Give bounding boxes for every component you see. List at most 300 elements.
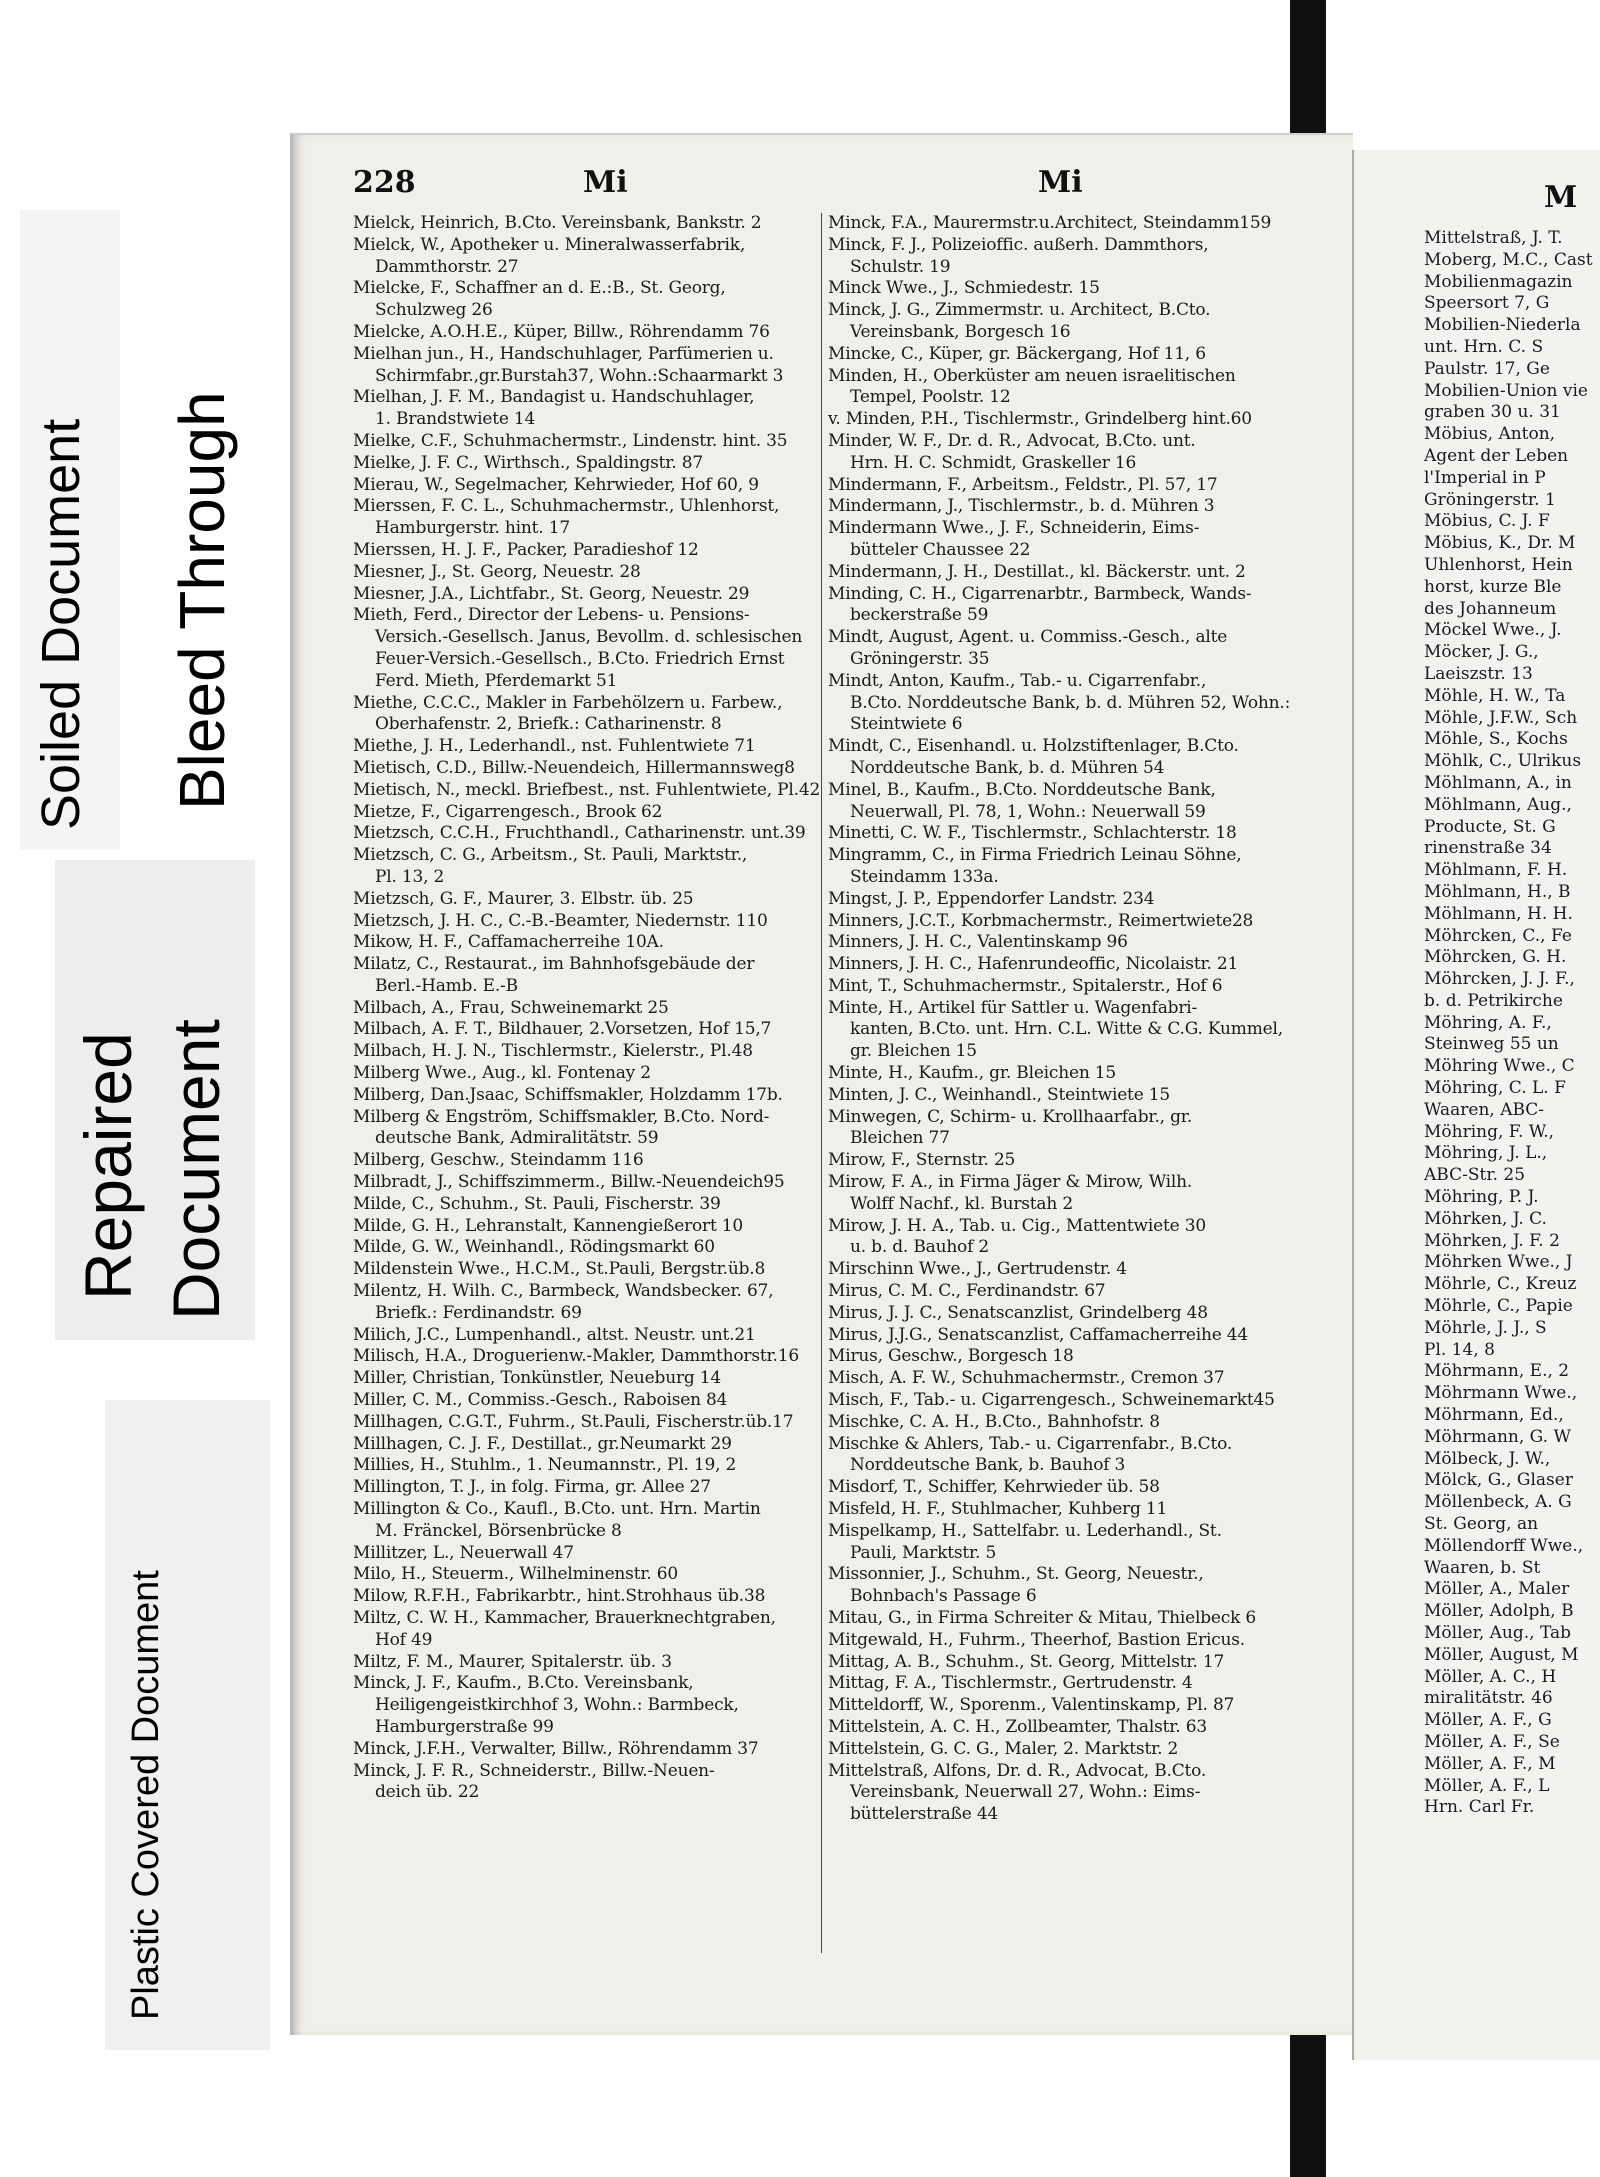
directory-entry xyxy=(353,889,823,911)
directory-entry xyxy=(828,976,1298,998)
directory-entry-partial: Möller, A. F., Se xyxy=(1424,1731,1560,1752)
directory-entry xyxy=(353,1194,823,1216)
directory-entry xyxy=(353,911,823,933)
entry-text: Minetti, C. W. F., Tischlermstr., Schlachterstr. 18 xyxy=(828,823,1237,844)
directory-entry xyxy=(353,1608,823,1652)
directory-entry xyxy=(828,1172,1298,1216)
entry-text: Mielhan, J. F. M., Bandagist u. Handschuhlager, xyxy=(353,387,755,408)
entry-continuation: beckerstraße 59 xyxy=(850,605,989,626)
entry-text: Minck, J. F., Kaufm., B.Cto. Vereinsbank, xyxy=(353,1673,694,1694)
entry-text: Millington, T. J., in folg. Firma, gr. Allee 27 xyxy=(353,1477,711,1498)
entry-text: Mirow, F., Sternstr. 25 xyxy=(828,1150,1016,1171)
directory-entry-partial: Möhlmann, H. H. xyxy=(1424,903,1573,924)
directory-entry-partial: Möhrmann, G. W xyxy=(1424,1426,1571,1447)
directory-entry xyxy=(353,1586,823,1608)
entry-text: Mietisch, N., meckl. Briefbest., nst. Fuhlentwiete, Pl.42 xyxy=(353,779,821,800)
directory-entry xyxy=(828,1281,1298,1303)
directory-entry xyxy=(353,1216,823,1238)
directory-entry-partial: rinenstraße 34 xyxy=(1424,838,1552,859)
directory-entry xyxy=(828,911,1298,933)
entry-text: Milatz, C., Restaurat., im Bahnhofsgebäude der xyxy=(353,954,755,975)
directory-entry xyxy=(353,1019,823,1041)
directory-entry-partial: Möhlmann, A., in xyxy=(1424,772,1572,793)
entry-text: Milde, G. W., Weinhandl., Rödingsmarkt 60 xyxy=(353,1237,715,1258)
directory-entry-partial: graben 30 u. 31 xyxy=(1424,402,1561,423)
entry-text: Milberg Wwe., Aug., kl. Fontenay 2 xyxy=(353,1063,651,1084)
entry-text: Milbach, H. J. N., Tischlermstr., Kielerstr., Pl.48 xyxy=(353,1041,753,1062)
directory-entry xyxy=(828,1761,1298,1826)
entry-text: Mischke, C. A. H., B.Cto., Bahnhofstr. 8 xyxy=(828,1411,1160,1432)
directory-entry xyxy=(828,1499,1298,1521)
directory-entry xyxy=(828,475,1298,497)
entry-continuation: Oberhafenstr. 2, Briefk.: Catharinenstr. 8 xyxy=(375,714,722,735)
directory-entry-partial: Producte, St. G xyxy=(1424,816,1556,837)
directory-entry xyxy=(828,1085,1298,1107)
entry-text: Milo, H., Steuerm., Wilhelminenstr. 60 xyxy=(353,1564,679,1585)
directory-entry xyxy=(353,736,823,758)
directory-entry-partial: Mobilien-Union vie xyxy=(1424,380,1588,401)
entry-continuation: Versich.-Gesellsch. Janus, Bevollm. d. schlesischen Feuer-Versich.-Gesellsch., B.Cto. Friedrich Ernst Ferd. Mieth, Pferdemarkt 51 xyxy=(375,627,803,691)
entry-text: Misdorf, T., Schiffer, Kehrwieder üb. 58 xyxy=(828,1477,1160,1498)
directory-entry xyxy=(353,1673,823,1738)
entry-text: Minners, J. H. C., Valentinskamp 96 xyxy=(828,932,1128,953)
directory-entry-partial: Möhrmann, E., 2 xyxy=(1424,1361,1570,1382)
directory-entry xyxy=(353,1434,823,1456)
directory-entry xyxy=(828,1608,1298,1630)
entry-text: Mittelstein, G. C. G., Maler, 2. Marktstr. 2 xyxy=(828,1738,1179,1759)
entry-continuation: u. b. d. Bauhof 2 xyxy=(850,1237,990,1258)
entry-text: Minners, J.C.T., Korbmachermstr., Reimertwiete28 xyxy=(828,910,1254,931)
entry-text: Mirus, J.J.G., Senatscanzlist, Caffamacherreihe 44 xyxy=(828,1324,1249,1345)
directory-entry xyxy=(828,1063,1298,1085)
entry-text: Mirus, C. M. C., Ferdinandstr. 67 xyxy=(828,1281,1106,1302)
directory-entry xyxy=(353,802,823,824)
entry-continuation: deutsche Bank, Admiralitätstr. 59 xyxy=(375,1128,659,1149)
directory-entry xyxy=(353,1455,823,1477)
entry-continuation: Tempel, Poolstr. 12 xyxy=(850,387,1011,408)
entry-text: Milow, R.F.H., Fabrikarbtr., hint.Strohhaus üb.38 xyxy=(353,1586,766,1607)
directory-entry-partial: l'Imperial in P xyxy=(1424,467,1546,488)
directory-entry-partial: Speersort 7, G xyxy=(1424,293,1550,314)
entry-text: Mietzsch, C. G., Arbeitsm., St. Pauli, Marktstr., xyxy=(353,845,748,866)
entry-continuation: Hamburgerstr. hint. 17 xyxy=(375,518,570,539)
entry-text: Mielcke, A.O.H.E., Küper, Billw., Röhrendamm 76 xyxy=(353,321,770,342)
directory-column-2 xyxy=(828,213,1298,1826)
entry-text: Mirow, J. H. A., Tab. u. Cig., Mattentwiete 30 xyxy=(828,1215,1206,1236)
directory-entry xyxy=(353,213,823,235)
entry-text: Milisch, H.A., Droguerienw.-Makler, Dammthorstr.16 xyxy=(353,1346,799,1367)
entry-text: Mieth, Ferd., Director der Lebens- u. Pensions- xyxy=(353,605,750,626)
entry-text: Misch, A. F. W., Schuhmachermstr., Cremon 37 xyxy=(828,1368,1225,1389)
directory-entry-partial: Möllendorff Wwe., xyxy=(1424,1535,1584,1556)
entry-text: Mirus, J. J. C., Senatscanzlist, Grindelberg 48 xyxy=(828,1302,1208,1323)
directory-entry-partial: Mobilienmagazin xyxy=(1424,271,1573,292)
entry-text: Mittelstraß, Alfons, Dr. d. R., Advocat, B.Cto. xyxy=(828,1760,1207,1781)
directory-entry-partial: Möller, A. F., L xyxy=(1424,1775,1550,1796)
directory-entry xyxy=(353,1150,823,1172)
directory-entry xyxy=(353,1281,823,1325)
directory-entry-partial: Möller, A., Maler xyxy=(1424,1579,1570,1600)
entry-text: Minck, F.A., Maurermstr.u.Architect, Steindamm159 xyxy=(828,213,1272,233)
entry-text: Mitgewald, H., Fuhrm., Theerhof, Bastion Ericus. xyxy=(828,1629,1246,1650)
directory-entry-partial: Möhrcken, C., Fe xyxy=(1424,925,1572,946)
directory-entry-partial: Waaren, b. St xyxy=(1424,1557,1541,1578)
directory-entry xyxy=(828,627,1298,671)
entry-text: Mielcke, F., Schaffner an d. E.:B., St. Georg, xyxy=(353,278,726,299)
label-bleed-through: Bleed Through xyxy=(166,391,238,810)
entry-text: Milbach, A., Frau, Schweinemarkt 25 xyxy=(353,997,669,1018)
directory-entry xyxy=(828,584,1298,628)
directory-entry-partial: Möhrle, C., Papie xyxy=(1424,1296,1573,1317)
directory-entry-partial: Steinweg 55 un xyxy=(1424,1034,1559,1055)
entry-text: Mischke & Ahlers, Tab.- u. Cigarrenfabr., B.Cto. xyxy=(828,1433,1233,1454)
directory-entry xyxy=(828,823,1298,845)
directory-entry xyxy=(353,431,823,453)
entry-text: Miesner, J.A., Lichtfabr., St. Georg, Neuestr. 29 xyxy=(353,583,750,604)
entry-text: Mielke, C.F., Schuhmachermstr., Lindenstr. hint. 35 xyxy=(353,430,788,451)
entry-continuation: Dammthorstr. 27 xyxy=(375,256,519,277)
entry-text: Millington & Co., Kaufl., B.Cto. unt. Hrn. Martin xyxy=(353,1499,761,1520)
directory-entry-partial: Möhring, F. W., xyxy=(1424,1121,1555,1142)
entry-text: Miller, C. M., Commiss.-Gesch., Raboisen 84 xyxy=(353,1390,728,1411)
directory-entry-partial: des Johanneum xyxy=(1424,598,1557,619)
entry-text: Mittelstein, A. C. H., Zollbeamter, Thalstr. 63 xyxy=(828,1716,1207,1737)
entry-text: Milbradt, J., Schiffszimmerm., Billw.-Neuendeich95 xyxy=(353,1172,785,1193)
directory-entry-partial: Möhle, S., Kochs xyxy=(1424,729,1568,750)
directory-entry xyxy=(353,823,823,845)
directory-entry xyxy=(828,1564,1298,1608)
directory-entry xyxy=(828,736,1298,780)
entry-continuation: Berl.-Hamb. E.-B xyxy=(375,975,518,996)
directory-entry-partial: Waaren, ABC- xyxy=(1424,1099,1545,1120)
directory-entry xyxy=(353,693,823,737)
directory-entry xyxy=(353,1368,823,1390)
entry-text: Minden, H., Oberküster am neuen israelitischen xyxy=(828,365,1236,386)
entry-text: Mirus, Geschw., Borgesch 18 xyxy=(828,1346,1074,1367)
entry-text: Mielhan jun., H., Handschuhlager, Parfümerien u. xyxy=(353,343,774,364)
directory-entry xyxy=(828,1325,1298,1347)
directory-entry-partial: Möller, A. C., H xyxy=(1424,1666,1557,1687)
directory-entry xyxy=(353,758,823,780)
directory-entry-partial: Möhrken, J. C. xyxy=(1424,1208,1547,1229)
entry-text: Mindermann Wwe., J. F., Schneiderin, Eims- xyxy=(828,518,1200,539)
entry-continuation: M. Fränckel, Börsenbrücke 8 xyxy=(375,1520,622,1541)
entry-text: Minte, H., Artikel für Sattler u. Wagenfabri- xyxy=(828,997,1198,1018)
entry-text: Millhagen, C.G.T., Fuhrm., St.Pauli, Fischerstr.üb.17 xyxy=(353,1411,794,1432)
directory-entry-partial: ABC-Str. 25 xyxy=(1424,1165,1526,1186)
label-repaired-2: Document xyxy=(159,1019,233,1320)
directory-entry-partial: Möller, August, M xyxy=(1424,1644,1579,1665)
entry-text: Minners, J. H. C., Hafenrundeoffic, Nicolaistr. 21 xyxy=(828,954,1239,975)
directory-entry-partial: Möhrmann, Ed., xyxy=(1424,1405,1564,1426)
entry-text: Miltz, F. M., Maurer, Spitalerstr. üb. 3 xyxy=(353,1651,672,1672)
entry-continuation: Hrn. H. C. Schmidt, Graskeller 16 xyxy=(850,452,1137,473)
directory-entry xyxy=(353,1564,823,1586)
entry-text: Mirschinn Wwe., J., Gertrudenstr. 4 xyxy=(828,1259,1127,1280)
directory-entry xyxy=(353,1543,823,1565)
directory-entry xyxy=(353,235,823,279)
entry-text: Miethe, J. H., Lederhandl., nst. Fuhlentwiete 71 xyxy=(353,736,756,757)
directory-entry-partial: Möhlmann, Aug., xyxy=(1424,794,1572,815)
entry-text: Mietzsch, C.C.H., Fruchthandl., Catharinenstr. unt.39 xyxy=(353,823,806,844)
directory-entry xyxy=(353,1172,823,1194)
directory-entry xyxy=(828,213,1298,235)
entry-text: Mitteldorff, W., Sporenm., Valentinskamp, Pl. 87 xyxy=(828,1695,1235,1716)
entry-text: Minder, W. F., Dr. d. R., Advocat, B.Cto. unt. xyxy=(828,430,1196,451)
entry-continuation: Schirmfabr.,gr.Burstah37, Wohn.:Schaarmarkt 3 xyxy=(375,365,784,386)
directory-entry xyxy=(353,453,823,475)
entry-text: Mindermann, J. H., Destillat., kl. Bäckerstr. unt. 2 xyxy=(828,561,1246,582)
directory-entry xyxy=(353,496,823,540)
directory-entry-partial: Paulstr. 17, Ge xyxy=(1424,358,1550,379)
entry-continuation: Bohnbach's Passage 6 xyxy=(850,1586,1037,1607)
directory-entry xyxy=(353,278,823,322)
directory-entry-partial: Moberg, M.C., Cast xyxy=(1424,249,1593,270)
column-divider xyxy=(821,213,822,1953)
directory-entry xyxy=(828,278,1298,300)
entry-text: Mincke, C., Küper, gr. Bäckergang, Hof 11, 6 xyxy=(828,343,1206,364)
entry-continuation: Vereinsbank, Neuerwall 27, Wohn.: Eims-büttelerstraße 44 xyxy=(850,1782,1201,1825)
directory-column-3 xyxy=(1424,228,1600,1819)
directory-entry xyxy=(353,1107,823,1151)
entry-continuation: B.Cto. Norddeutsche Bank, b. d. Mühren 52, Wohn.: Steintwiete 6 xyxy=(850,692,1291,735)
entry-text: Mierau, W., Segelmacher, Kehrwieder, Hof 60, 9 xyxy=(353,474,759,495)
entry-text: Milde, C., Schuhm., St. Pauli, Fischerstr. 39 xyxy=(353,1193,721,1214)
directory-entry xyxy=(828,1150,1298,1172)
directory-entry xyxy=(828,889,1298,911)
directory-entry xyxy=(828,1673,1298,1695)
directory-entry xyxy=(828,1652,1298,1674)
entry-continuation: Schulstr. 19 xyxy=(850,256,951,277)
directory-entry xyxy=(828,562,1298,584)
directory-entry xyxy=(828,235,1298,279)
entry-continuation: Pl. 13, 2 xyxy=(375,866,445,887)
directory-entry-partial: Möhring, J. L., xyxy=(1424,1143,1548,1164)
entry-continuation: Neuerwall, Pl. 78, 1, Wohn.: Neuerwall 59 xyxy=(850,801,1206,822)
directory-entry-partial: Möhrcken, J. J. F., xyxy=(1424,969,1575,990)
entry-text: Miethe, C.C.C., Makler in Farbehölzern u. Farbew., xyxy=(353,692,783,713)
directory-entry xyxy=(353,954,823,998)
directory-entry xyxy=(828,1739,1298,1761)
directory-entry xyxy=(353,1346,823,1368)
entry-text: Millies, H., Stuhlm., 1. Neumannstr., Pl. 19, 2 xyxy=(353,1455,737,1476)
directory-entry xyxy=(353,1325,823,1347)
directory-entry xyxy=(353,1499,823,1543)
directory-entry-partial: Gröningerstr. 1 xyxy=(1424,489,1556,510)
directory-entry xyxy=(828,1346,1298,1368)
directory-entry xyxy=(828,1521,1298,1565)
directory-entry-partial: Möller, Aug., Tab xyxy=(1424,1623,1571,1643)
entry-continuation: Hof 49 xyxy=(375,1629,433,1650)
directory-entry xyxy=(353,1761,823,1805)
directory-entry xyxy=(828,932,1298,954)
directory-entry-partial: Mobilien-Niederla xyxy=(1424,315,1581,336)
entry-continuation: Wolff Nachf., kl. Burstah 2 xyxy=(850,1193,1073,1214)
directory-entry-partial: Möhring, A. F., xyxy=(1424,1012,1552,1033)
label-soiled: Soiled Document xyxy=(31,418,91,830)
directory-entry-partial: St. Georg, an xyxy=(1424,1514,1539,1535)
entry-continuation: Vereinsbank, Borgesch 16 xyxy=(850,321,1071,342)
directory-entry xyxy=(828,1630,1298,1652)
entry-text: Minck, F. J., Polizeioffic. außerh. Dammthors, xyxy=(828,234,1209,255)
directory-entry xyxy=(353,605,823,692)
directory-entry-partial: Möhrken, J. F. 2 xyxy=(1424,1230,1560,1251)
label-repaired-1: Repaired xyxy=(71,1032,145,1300)
directory-entry xyxy=(828,998,1298,1063)
directory-entry-partial: Mölck, G., Glaser xyxy=(1424,1470,1573,1491)
directory-entry xyxy=(828,780,1298,824)
directory-entry-partial: Pl. 14, 8 xyxy=(1424,1339,1495,1360)
entry-text: Minck, J.F.H., Verwalter, Billw., Röhrendamm 37 xyxy=(353,1738,759,1759)
directory-entry-partial: b. d. Petrikirche xyxy=(1424,990,1563,1011)
entry-text: Mingramm, C., in Firma Friedrich Leinau Söhne, xyxy=(828,845,1242,866)
directory-entry-partial: Möhrle, J. J., S xyxy=(1424,1317,1547,1338)
directory-entry xyxy=(828,1717,1298,1739)
directory-entry xyxy=(353,1063,823,1085)
entry-continuation: Schulzweg 26 xyxy=(375,300,493,321)
entry-text: Milberg & Engström, Schiffsmakler, B.Cto. Nord- xyxy=(353,1106,770,1127)
entry-text: Milde, G. H., Lehranstalt, Kannengießerort 10 xyxy=(353,1215,744,1236)
entry-text: Mierssen, F. C. L., Schuhmachermstr., Uhlenhorst, xyxy=(353,496,780,517)
running-header-left: Mi xyxy=(583,165,628,200)
entry-text: Miller, Christian, Tonkünstler, Neueburg 14 xyxy=(353,1368,721,1389)
directory-entry xyxy=(828,845,1298,889)
entry-text: Mittag, F. A., Tischlermstr., Gertrudenstr. 4 xyxy=(828,1673,1193,1694)
entry-text: Milentz, H. Wilh. C., Barmbeck, Wandsbecker. 67, xyxy=(353,1281,774,1302)
entry-text: Minding, C. H., Cigarrenarbtr., Barmbeck, Wands- xyxy=(828,583,1252,604)
entry-continuation: Bleichen 77 xyxy=(850,1128,950,1149)
entry-text: Minte, H., Kaufm., gr. Bleichen 15 xyxy=(828,1063,1117,1084)
directory-entry-partial: Möhrmann Wwe., xyxy=(1424,1383,1578,1404)
directory-entry-partial: horst, kurze Ble xyxy=(1424,576,1562,597)
entry-text: Missonnier, J., Schuhm., St. Georg, Neuestr., xyxy=(828,1564,1204,1585)
book-page-right xyxy=(1352,150,1600,2060)
entry-text: Milbach, A. F. T., Bildhauer, 2.Vorsetzen, Hof 15,7 xyxy=(353,1019,772,1040)
directory-entry-partial: unt. Hrn. C. S xyxy=(1424,336,1544,357)
entry-continuation: kanten, B.Cto. unt. Hrn. C.L. Witte & C.G. Kummel, gr. Bleichen 15 xyxy=(850,1019,1283,1062)
directory-entry xyxy=(828,300,1298,344)
book-page-left xyxy=(290,133,1353,2035)
directory-entry-partial: Möhring, C. L. F xyxy=(1424,1078,1566,1099)
entry-text: Minck Wwe., J., Schmiedestr. 15 xyxy=(828,278,1100,299)
entry-text: Mietisch, C.D., Billw.-Neuendeich, Hillermannsweg8 xyxy=(353,757,795,778)
entry-text: Mindermann, J., Tischlermstr., b. d. Mühren 3 xyxy=(828,496,1215,517)
directory-entry xyxy=(828,1695,1298,1717)
directory-entry xyxy=(353,1259,823,1281)
directory-entry-partial: Möller, Adolph, B xyxy=(1424,1601,1574,1622)
entry-text: Misfeld, H. F., Stuhlmacher, Kuhberg 11 xyxy=(828,1499,1168,1520)
directory-entry xyxy=(828,366,1298,410)
directory-entry-partial: Mölbeck, J. W., xyxy=(1424,1448,1551,1469)
entry-text: Mielke, J. F. C., Wirthsch., Spaldingstr. 87 xyxy=(353,452,704,473)
directory-entry xyxy=(353,998,823,1020)
entry-text: Millhagen, C. J. F., Destillat., gr.Neumarkt 29 xyxy=(353,1433,732,1454)
entry-text: Minwegen, C, Schirm- u. Krollhaarfabr., gr. xyxy=(828,1106,1193,1127)
directory-entry xyxy=(828,1303,1298,1325)
entry-text: Mindt, Anton, Kaufm., Tab.- u. Cigarrenfabr., xyxy=(828,670,1207,691)
directory-entry-partial: Möbius, Anton, xyxy=(1424,424,1556,445)
directory-entry-partial: Möhrken Wwe., J xyxy=(1424,1252,1573,1273)
directory-entry-partial: Uhlenhorst, Hein xyxy=(1424,554,1573,575)
entry-text: Mielck, W., Apotheker u. Mineralwasserfabrik, xyxy=(353,234,746,255)
entry-text: Minel, B., Kaufm., B.Cto. Norddeutsche Bank, xyxy=(828,779,1216,800)
entry-continuation: Heiligengeistkirchhof 3, Wohn.: Barmbeck, Hamburgerstraße 99 xyxy=(375,1695,739,1737)
entry-text: Mindt, C., Eisenhandl. u. Holzstiftenlager, B.Cto. xyxy=(828,736,1239,757)
entry-text: Mitau, G., in Firma Schreiter & Mitau, Thielbeck 6 xyxy=(828,1608,1257,1628)
directory-entry xyxy=(828,518,1298,562)
entry-text: Mint, T., Schuhmachermstr., Spitalerstr., Hof 6 xyxy=(828,975,1223,996)
directory-entry-partial: Möhrcken, G. H. xyxy=(1424,947,1567,968)
directory-entry xyxy=(353,932,823,954)
entry-text: Mielck, Heinrich, B.Cto. Vereinsbank, Bankstr. 2 xyxy=(353,213,762,233)
directory-entry xyxy=(353,1237,823,1259)
directory-entry xyxy=(353,584,823,606)
directory-entry-partial: Möhle, H. W., Ta xyxy=(1424,685,1566,706)
directory-entry xyxy=(828,1216,1298,1260)
directory-entry xyxy=(353,1085,823,1107)
directory-entry xyxy=(828,496,1298,518)
directory-entry xyxy=(828,954,1298,976)
directory-entry-partial: Möhring, P. J. xyxy=(1424,1187,1539,1208)
directory-entry xyxy=(828,1107,1298,1151)
page-number: 228 xyxy=(353,165,416,200)
entry-continuation: Steindamm 133a. xyxy=(850,866,999,887)
entry-continuation: Gröningerstr. 35 xyxy=(850,648,990,669)
directory-entry-partial: Laeiszstr. 13 xyxy=(1424,663,1533,684)
directory-entry-partial: Möbius, C. J. F xyxy=(1424,511,1550,532)
directory-entry-partial: Möhlmann, H., B xyxy=(1424,881,1571,902)
directory-entry-partial: Möller, A. F., G xyxy=(1424,1710,1552,1731)
entry-text: Minck, J. G., Zimmermstr. u. Architect, B.Cto. xyxy=(828,300,1211,321)
directory-entry xyxy=(353,322,823,344)
directory-entry-partial: Möbius, K., Dr. M xyxy=(1424,533,1576,554)
entry-continuation: 1. Brandstwiete 14 xyxy=(375,409,536,430)
entry-text: Milberg, Geschw., Steindamm 116 xyxy=(353,1150,644,1171)
entry-continuation: bütteler Chaussee 22 xyxy=(850,539,1031,560)
directory-entry xyxy=(353,1412,823,1434)
entry-text: Milberg, Dan.Jsaac, Schiffsmakler, Holzdamm 17b. xyxy=(353,1084,783,1105)
entry-continuation: Norddeutsche Bank, b. Bauhof 3 xyxy=(850,1455,1126,1476)
directory-entry xyxy=(828,671,1298,736)
entry-text: Mispelkamp, H., Sattelfabr. u. Lederhandl., St. xyxy=(828,1520,1222,1541)
entry-text: Mildenstein Wwe., H.C.M., St.Pauli, Bergstr.üb.8 xyxy=(353,1259,766,1280)
directory-entry-partial: Hrn. Carl Fr. xyxy=(1424,1797,1535,1818)
entry-text: Mietzsch, G. F., Maurer, 3. Elbstr. üb. 25 xyxy=(353,888,694,909)
directory-entry xyxy=(353,780,823,802)
entry-text: Mikow, H. F., Caffamacherreihe 10A. xyxy=(353,932,664,953)
directory-entry xyxy=(353,1041,823,1063)
entry-text: Mittag, A. B., Schuhm., St. Georg, Mittelstr. 17 xyxy=(828,1651,1225,1672)
directory-entry xyxy=(353,344,823,388)
directory-entry xyxy=(353,1390,823,1412)
directory-entry-partial: Möhlk, C., Ulrikus xyxy=(1424,751,1582,772)
entry-text: Miesner, J., St. Georg, Neuestr. 28 xyxy=(353,561,641,582)
directory-entry-partial: Möhlmann, F. H. xyxy=(1424,860,1568,881)
directory-entry xyxy=(353,475,823,497)
entry-text: Mierssen, H. J. F., Packer, Paradieshof 12 xyxy=(353,539,699,560)
directory-entry xyxy=(828,1390,1298,1412)
directory-entry xyxy=(828,1412,1298,1434)
directory-entry xyxy=(828,344,1298,366)
directory-entry-partial: Mittelstraß, J. T. xyxy=(1424,228,1563,248)
directory-entry xyxy=(353,845,823,889)
running-header-right: Mi xyxy=(1038,165,1083,200)
directory-entry xyxy=(353,387,823,431)
entry-text: Mindt, August, Agent. u. Commiss.-Gesch., alte xyxy=(828,627,1228,648)
entry-text: Mindermann, F., Arbeitsm., Feldstr., Pl. 57, 17 xyxy=(828,474,1218,495)
directory-entry-partial: Möhring Wwe., C xyxy=(1424,1056,1575,1077)
directory-entry xyxy=(828,1434,1298,1478)
